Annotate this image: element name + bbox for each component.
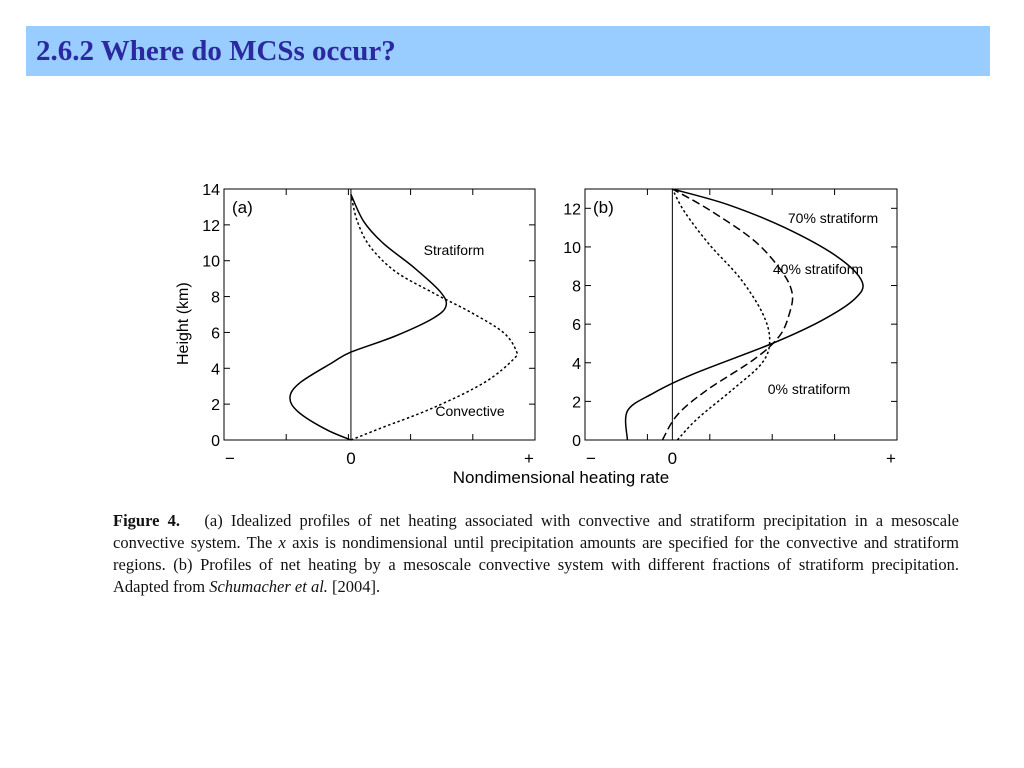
series-70-stratiform-label: 70% stratiform bbox=[787, 210, 879, 226]
y-tick-label: 6 bbox=[211, 325, 220, 343]
plot-frame bbox=[585, 189, 897, 440]
y-tick-label: 8 bbox=[211, 289, 220, 307]
y-tick-label: 0 bbox=[572, 433, 581, 450]
x-tick-label-plus: + bbox=[886, 449, 896, 468]
x-tick-label-minus: − bbox=[586, 449, 596, 468]
slide-title: 2.6.2 Where do MCSs occur? bbox=[36, 35, 396, 67]
x-tick-label-minus: − bbox=[225, 449, 235, 468]
x-tick-label-plus: + bbox=[524, 449, 534, 468]
figure-caption bbox=[113, 510, 959, 598]
y-tick-label: 6 bbox=[572, 317, 581, 335]
caption-text-x: x bbox=[278, 533, 286, 552]
y-tick-label: 12 bbox=[563, 201, 581, 219]
series-stratiform-line bbox=[290, 194, 446, 440]
y-tick-label: 14 bbox=[202, 182, 220, 199]
x-tick-label-zero: 0 bbox=[346, 449, 356, 468]
caption-text-3: [2004]. bbox=[327, 577, 381, 596]
y-tick-label: 4 bbox=[572, 355, 581, 373]
series-stratiform-label: Stratiform bbox=[423, 242, 485, 258]
series-40-stratiform-label: 40% stratiform bbox=[772, 261, 864, 277]
series-convective-label: Convective bbox=[435, 403, 505, 419]
x-tick-label-zero: 0 bbox=[667, 449, 678, 468]
y-tick-label: 10 bbox=[563, 239, 581, 257]
y-tick-label: 4 bbox=[211, 361, 220, 379]
caption-reference: Schumacher et al. bbox=[209, 577, 328, 596]
caption-text-1: (a) Idealized profiles of net heating associated with convective and stratiform precipitation in a mesoscale convective system. The bbox=[113, 511, 959, 552]
y-axis-title: Height (km) bbox=[175, 282, 192, 365]
series-40-stratiform-line bbox=[662, 189, 792, 440]
panel-a bbox=[202, 182, 535, 468]
figure-4 bbox=[160, 175, 900, 493]
series-0-stratiform-line bbox=[672, 189, 769, 440]
y-tick-label: 0 bbox=[211, 433, 220, 450]
panel-label: (b) bbox=[593, 198, 614, 217]
caption-label: Figure 4. bbox=[113, 511, 180, 530]
caption-text-2: axis is nondimensional until precipitation amounts are specified for the convective and stratiform regions. (b) Profiles of net heating by a mesoscale convective system with different fractions of stratiform precipitation. Adapted from bbox=[113, 533, 959, 596]
y-tick-label: 12 bbox=[202, 217, 220, 235]
series-0-stratiform-label: 0% stratiform bbox=[767, 381, 851, 397]
series-70-stratiform-line bbox=[626, 189, 864, 440]
title-bar bbox=[26, 26, 990, 76]
y-tick-label: 2 bbox=[572, 394, 581, 412]
panel-b bbox=[563, 189, 897, 468]
x-axis-title: Nondimensional heating rate bbox=[452, 468, 670, 487]
panel-label: (a) bbox=[232, 198, 253, 217]
y-tick-label: 2 bbox=[211, 397, 220, 415]
y-tick-label: 10 bbox=[202, 253, 220, 271]
y-tick-label: 8 bbox=[572, 278, 581, 296]
